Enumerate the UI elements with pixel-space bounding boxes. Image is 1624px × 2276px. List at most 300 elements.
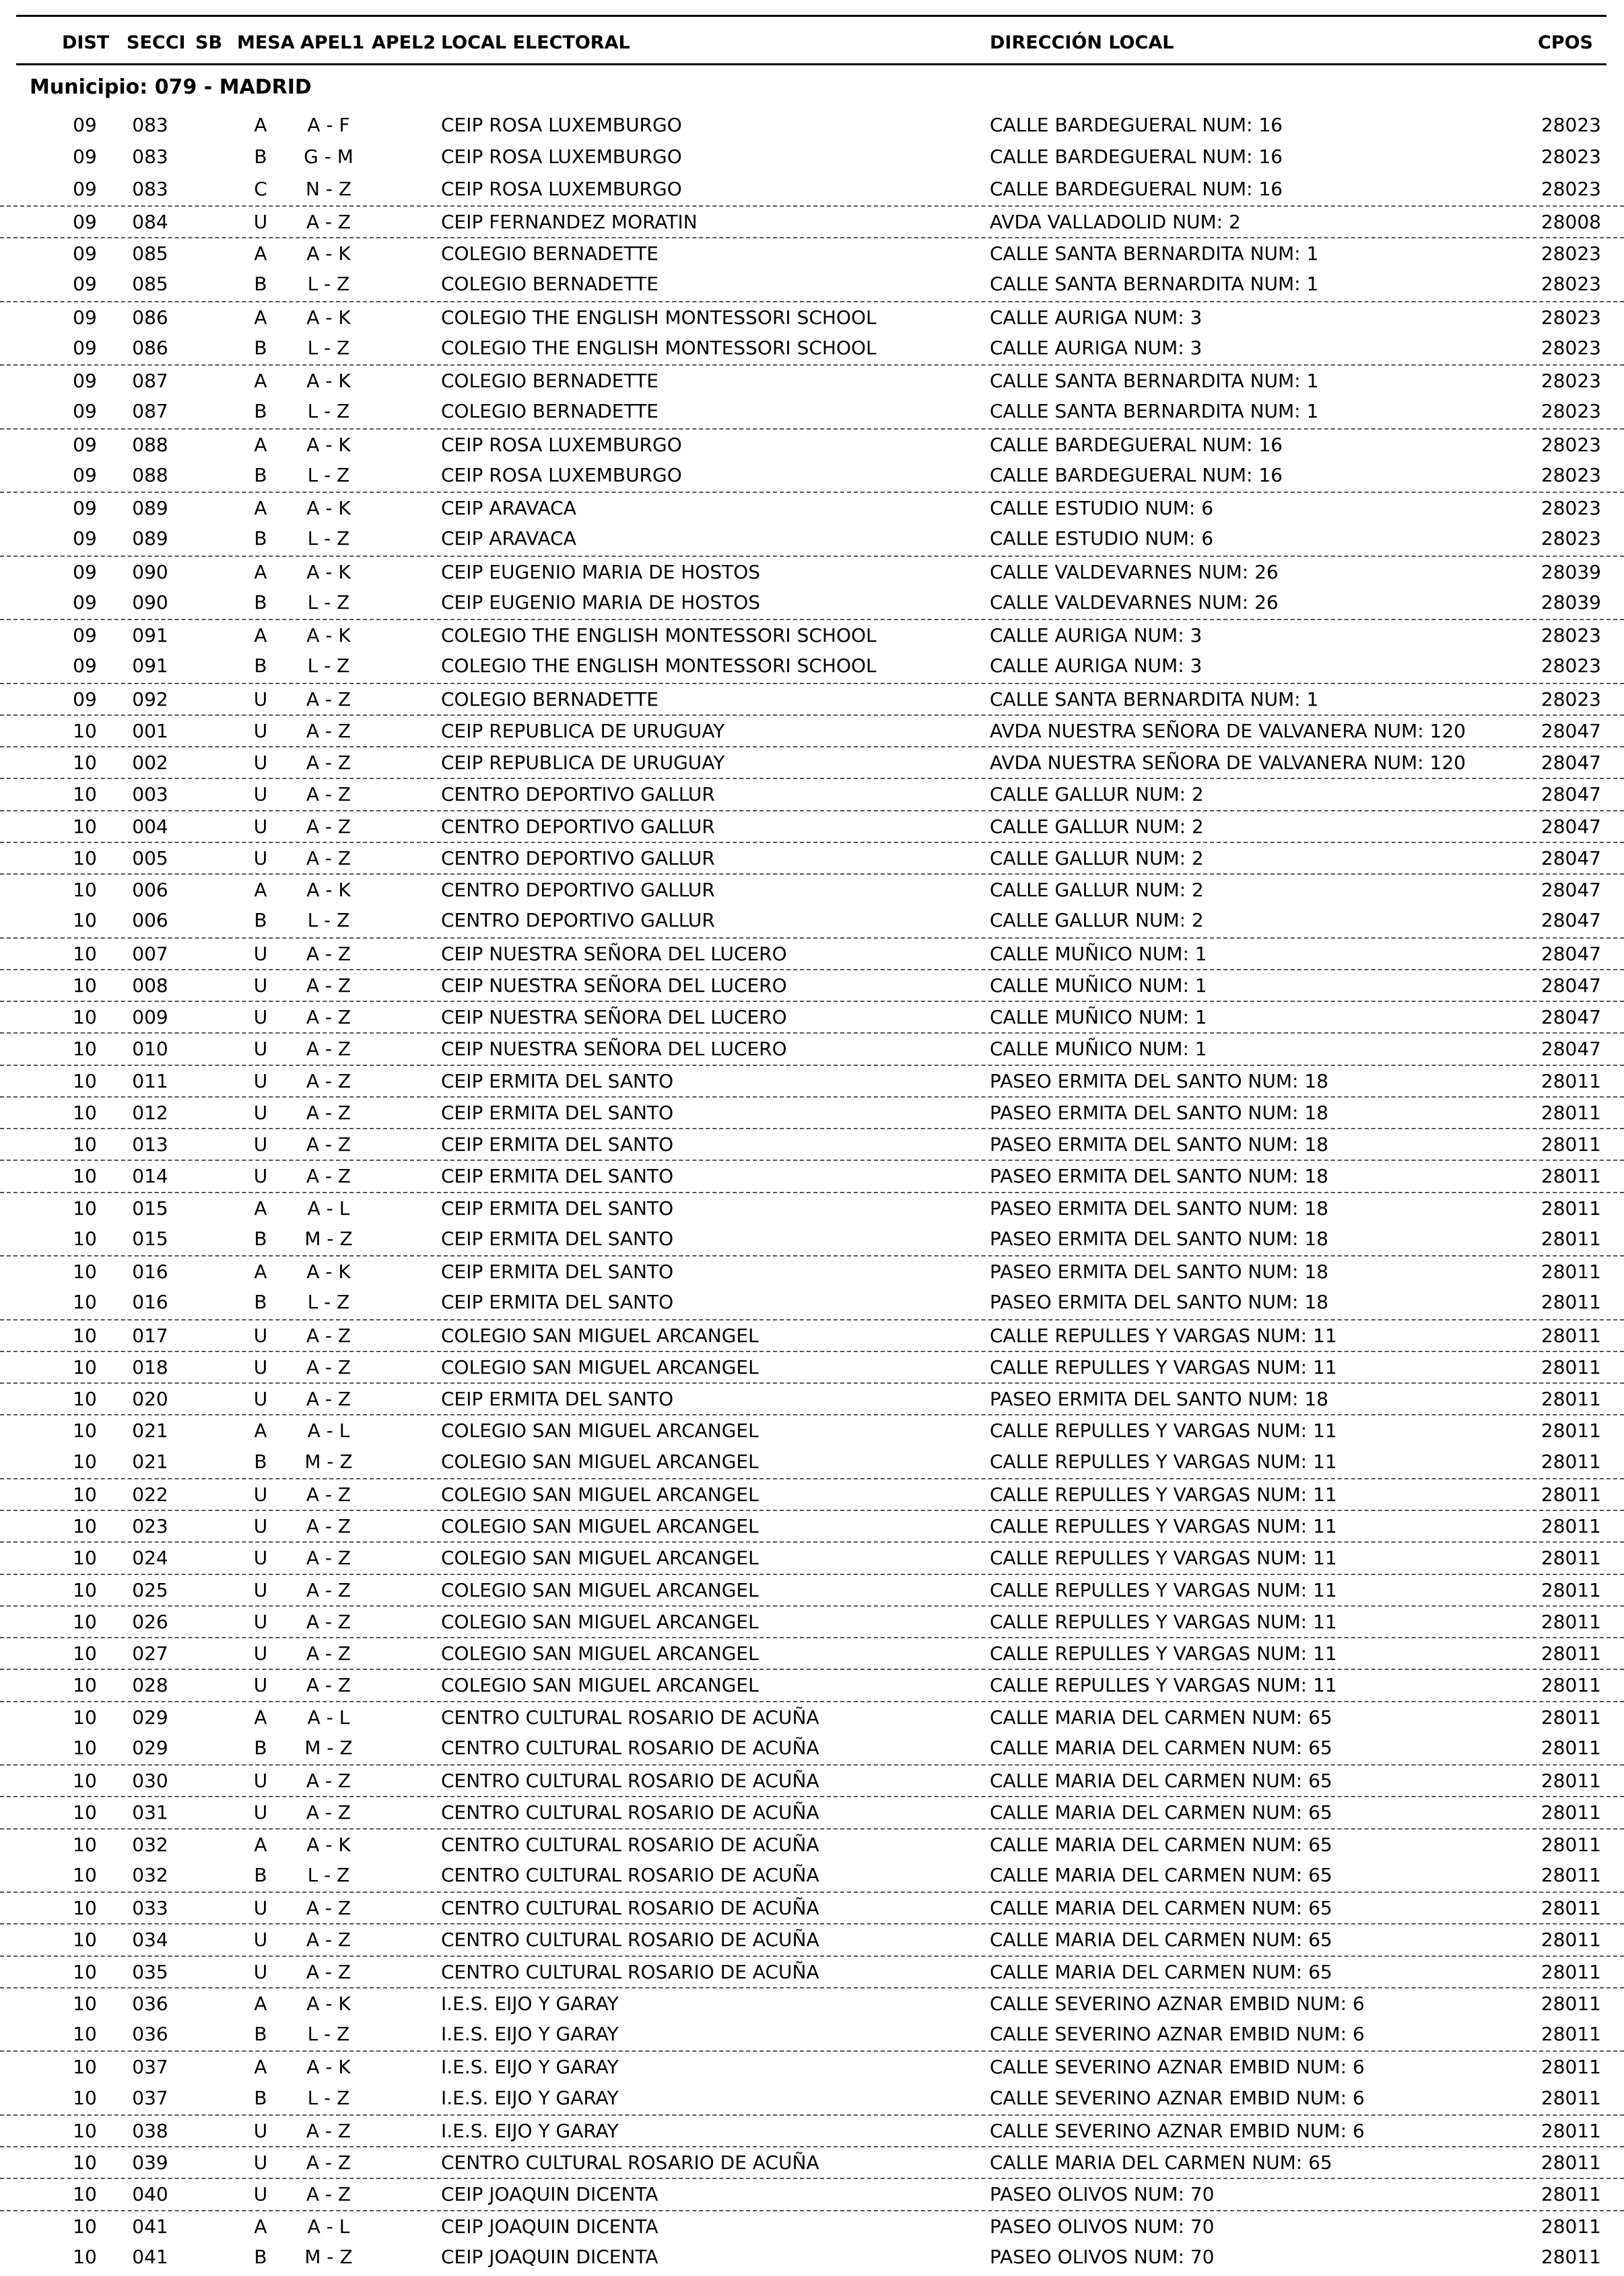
table-row <box>0 460 1624 492</box>
cell-local-electoral: CEIP JOAQUIN DICENTA <box>441 2215 658 2238</box>
cell-mesa: U <box>253 2183 268 2206</box>
cell-mesa: U <box>253 1547 268 1570</box>
cell-local-electoral: I.E.S. EIJO Y GARAY <box>441 2086 619 2109</box>
cell-secci: 083 <box>132 114 168 136</box>
cell-mesa: B <box>254 336 267 359</box>
cell-cpos: 28011 <box>1541 2151 1601 2174</box>
cell-dist: 10 <box>73 1165 97 1188</box>
cell-apel1: A - K <box>306 370 351 392</box>
cell-cpos: 28011 <box>1541 1642 1601 1665</box>
cell-local-electoral: CEIP ROSA LUXEMBURGO <box>441 145 682 168</box>
cell-dist: 10 <box>73 2215 97 2238</box>
cell-direccion-local: CALLE MARIA DEL CARMEN NUM: 65 <box>990 1863 1332 1886</box>
table-row <box>0 1128 1624 1160</box>
cell-secci: 025 <box>132 1578 168 1601</box>
cell-apel1: A - Z <box>306 1960 351 1983</box>
cell-local-electoral: CEIP REPUBLICA DE URUGUAY <box>441 719 725 742</box>
cell-dist: 09 <box>73 306 97 329</box>
cell-dist: 10 <box>73 1038 97 1061</box>
cell-mesa: A <box>254 1419 267 1442</box>
cell-local-electoral: CENTRO CULTURAL ROSARIO DE ACUÑA <box>441 1706 819 1729</box>
cell-direccion-local: CALLE MARIA DEL CARMEN NUM: 65 <box>990 1897 1332 1919</box>
cell-secci: 086 <box>132 336 168 359</box>
table-row <box>0 1032 1624 1064</box>
cell-mesa: U <box>253 1642 268 1665</box>
cell-dist: 10 <box>73 1388 97 1410</box>
cell-dist: 10 <box>73 1069 97 1092</box>
cell-direccion-local: CALLE MARIA DEL CARMEN NUM: 65 <box>990 2151 1332 2174</box>
cell-cpos: 28011 <box>1541 1324 1601 1347</box>
table-row <box>0 141 1624 173</box>
table-row <box>0 842 1624 873</box>
cell-apel1: L - Z <box>307 591 350 613</box>
cell-direccion-local: CALLE GALLUR NUM: 2 <box>990 815 1204 838</box>
table-row <box>0 1160 1624 1191</box>
cell-direccion-local: PASEO ERMITA DEL SANTO NUM: 18 <box>990 1133 1328 1156</box>
cell-mesa: B <box>254 909 267 932</box>
cell-local-electoral: COLEGIO SAN MIGUEL ARCANGEL <box>441 1324 759 1347</box>
cell-apel1: A - Z <box>306 1801 351 1824</box>
cell-secci: 036 <box>132 1992 168 2015</box>
cell-dist: 10 <box>73 1960 97 1983</box>
table-row <box>0 1224 1624 1255</box>
cell-secci: 023 <box>132 1515 168 1537</box>
cell-apel1: A - Z <box>306 1897 351 1919</box>
cell-apel1: A - L <box>307 2215 350 2238</box>
cell-cpos: 28039 <box>1541 591 1601 613</box>
header-dist: DIST <box>62 32 110 53</box>
cell-mesa: A <box>254 1261 267 1283</box>
cell-apel1: A - Z <box>306 1483 351 1506</box>
cell-direccion-local: CALLE MARIA DEL CARMEN NUM: 65 <box>990 1960 1332 1983</box>
table-row <box>0 396 1624 428</box>
cell-local-electoral: COLEGIO THE ENGLISH MONTESSORI SCHOOL <box>441 655 877 677</box>
cell-dist: 09 <box>73 210 97 233</box>
cell-cpos: 28039 <box>1541 560 1601 583</box>
cell-local-electoral: CEIP NUESTRA SEÑORA DEL LUCERO <box>441 942 787 965</box>
cell-secci: 017 <box>132 1324 168 1347</box>
cell-direccion-local: PASEO ERMITA DEL SANTO NUM: 18 <box>990 1227 1328 1250</box>
cell-secci: 083 <box>132 145 168 168</box>
cell-cpos: 28011 <box>1541 1801 1601 1824</box>
cell-dist: 09 <box>73 336 97 359</box>
cell-local-electoral: COLEGIO SAN MIGUEL ARCANGEL <box>441 1515 759 1537</box>
cell-dist: 09 <box>73 463 97 486</box>
cell-mesa: A <box>254 879 267 901</box>
cell-mesa: C <box>254 177 267 200</box>
cell-apel1: A - Z <box>306 1101 351 1124</box>
cell-direccion-local: CALLE AURIGA NUM: 3 <box>990 336 1203 359</box>
cell-cpos: 28011 <box>1541 1483 1601 1506</box>
cell-apel1: A - Z <box>306 2119 351 2142</box>
cell-secci: 021 <box>132 1450 168 1473</box>
cell-dist: 10 <box>73 1101 97 1124</box>
cell-mesa: U <box>253 1006 268 1028</box>
cell-mesa: A <box>254 433 267 456</box>
cell-secci: 083 <box>132 177 168 200</box>
cell-mesa: B <box>254 2245 267 2268</box>
cell-apel1: L - Z <box>307 527 350 550</box>
cell-mesa: A <box>254 560 267 583</box>
cell-cpos: 28011 <box>1541 1165 1601 1188</box>
cell-direccion-local: CALLE MUÑICO NUM: 1 <box>990 942 1207 965</box>
cell-mesa: A <box>254 2056 267 2079</box>
cell-mesa: A <box>254 2215 267 2238</box>
table-row <box>0 2083 1624 2114</box>
cell-apel1: A - Z <box>306 1929 351 1951</box>
cell-mesa: B <box>254 1291 267 1314</box>
header-cpos: CPOS <box>1538 32 1594 53</box>
cell-local-electoral: COLEGIO SAN MIGUEL ARCANGEL <box>441 1642 759 1665</box>
table-row <box>0 778 1624 809</box>
cell-cpos: 28023 <box>1541 527 1601 550</box>
cell-mesa: U <box>253 1388 268 1410</box>
table-row <box>0 1446 1624 1478</box>
cell-secci: 006 <box>132 879 168 901</box>
table-row <box>0 2210 1624 2242</box>
cell-apel1: A - K <box>306 1261 351 1283</box>
cell-cpos: 28011 <box>1541 1960 1601 1983</box>
cell-dist: 10 <box>73 1483 97 1506</box>
cell-apel1: A - Z <box>306 1133 351 1156</box>
cell-local-electoral: CEIP ERMITA DEL SANTO <box>441 1227 674 1250</box>
cell-mesa: U <box>253 1038 268 1061</box>
cell-secci: 032 <box>132 1833 168 1856</box>
cell-dist: 10 <box>73 1801 97 1824</box>
cell-mesa: U <box>253 1324 268 1347</box>
cell-dist: 09 <box>73 560 97 583</box>
cell-apel1: A - Z <box>306 783 351 806</box>
cell-direccion-local: CALLE REPULLES Y VARGAS NUM: 11 <box>990 1578 1337 1601</box>
header-secci: SECCI <box>127 32 186 53</box>
cell-secci: 091 <box>132 624 168 646</box>
cell-direccion-local: CALLE VALDEVARNES NUM: 26 <box>990 591 1279 613</box>
cell-dist: 10 <box>73 846 97 869</box>
cell-dist: 10 <box>73 1578 97 1601</box>
cell-cpos: 28047 <box>1541 974 1601 997</box>
cell-dist: 10 <box>73 2056 97 2079</box>
cell-secci: 087 <box>132 400 168 423</box>
cell-local-electoral: COLEGIO SAN MIGUEL ARCANGEL <box>441 1419 759 1442</box>
cell-local-electoral: CEIP ERMITA DEL SANTO <box>441 1261 674 1283</box>
table-row <box>0 650 1624 682</box>
table-row <box>0 1287 1624 1318</box>
cell-mesa: U <box>253 1483 268 1506</box>
cell-apel1: M - Z <box>304 1736 353 1759</box>
table-row <box>0 1987 1624 2019</box>
cell-secci: 026 <box>132 1610 168 1633</box>
cell-dist: 10 <box>73 815 97 838</box>
cell-direccion-local: PASEO ERMITA DEL SANTO NUM: 18 <box>990 1388 1328 1410</box>
cell-cpos: 28047 <box>1541 719 1601 742</box>
cell-direccion-local: AVDA VALLADOLID NUM: 2 <box>990 210 1241 233</box>
cell-apel1: L - Z <box>307 2086 350 2109</box>
cell-apel1: A - K <box>306 1992 351 2015</box>
cell-secci: 007 <box>132 942 168 965</box>
cell-cpos: 28047 <box>1541 1006 1601 1028</box>
cell-direccion-local: CALLE BARDEGUERAL NUM: 16 <box>990 114 1283 136</box>
cell-local-electoral: COLEGIO THE ENGLISH MONTESSORI SCHOOL <box>441 624 877 646</box>
cell-local-electoral: COLEGIO SAN MIGUEL ARCANGEL <box>441 1674 759 1697</box>
cell-dist: 10 <box>73 1006 97 1028</box>
cell-direccion-local: PASEO ERMITA DEL SANTO NUM: 18 <box>990 1101 1328 1124</box>
cell-local-electoral: CENTRO DEPORTIVO GALLUR <box>441 815 715 838</box>
cell-direccion-local: CALLE SEVERINO AZNAR EMBID NUM: 6 <box>990 2023 1365 2045</box>
table-row <box>0 333 1624 364</box>
cell-secci: 029 <box>132 1736 168 1759</box>
cell-secci: 018 <box>132 1355 168 1378</box>
cell-local-electoral: CEIP EUGENIO MARIA DE HOSTOS <box>441 591 761 613</box>
cell-apel1: A - K <box>306 879 351 901</box>
cell-mesa: A <box>254 497 267 519</box>
cell-mesa: B <box>254 591 267 613</box>
cell-direccion-local: CALLE MARIA DEL CARMEN NUM: 65 <box>990 1801 1332 1824</box>
cell-secci: 020 <box>132 1388 168 1410</box>
cell-cpos: 28047 <box>1541 846 1601 869</box>
cell-mesa: U <box>253 1578 268 1601</box>
cell-dist: 10 <box>73 1419 97 1442</box>
cell-apel1: L - Z <box>307 400 350 423</box>
cell-cpos: 28023 <box>1541 370 1601 392</box>
cell-secci: 015 <box>132 1197 168 1219</box>
cell-cpos: 28047 <box>1541 909 1601 932</box>
table-row <box>0 1701 1624 1733</box>
cell-dist: 10 <box>73 2151 97 2174</box>
cell-local-electoral: CENTRO CULTURAL ROSARIO DE ACUÑA <box>441 1897 819 1919</box>
cell-apel1: M - Z <box>304 1227 353 1250</box>
table-row <box>0 1382 1624 1414</box>
cell-dist: 09 <box>73 624 97 646</box>
cell-direccion-local: CALLE REPULLES Y VARGAS NUM: 11 <box>990 1674 1337 1697</box>
cell-apel1: A - Z <box>306 1388 351 1410</box>
cell-secci: 036 <box>132 2023 168 2045</box>
cell-dist: 09 <box>73 145 97 168</box>
cell-mesa: B <box>254 527 267 550</box>
header-apel1: APEL1 <box>300 32 365 53</box>
cell-apel1: A - Z <box>306 1165 351 1188</box>
cell-dist: 10 <box>73 1736 97 1759</box>
cell-apel1: A - Z <box>306 1038 351 1061</box>
table-row <box>0 587 1624 619</box>
cell-apel1: A - Z <box>306 1770 351 1792</box>
cell-cpos: 28047 <box>1541 815 1601 838</box>
cell-local-electoral: CENTRO DEPORTIVO GALLUR <box>441 909 715 932</box>
cell-local-electoral: CEIP JOAQUIN DICENTA <box>441 2183 658 2206</box>
header-direccion-local: DIRECCIÓN LOCAL <box>990 32 1174 53</box>
cell-cpos: 28011 <box>1541 1706 1601 1729</box>
cell-cpos: 28011 <box>1541 1515 1601 1537</box>
cell-cpos: 28011 <box>1541 1355 1601 1378</box>
cell-local-electoral: CEIP EUGENIO MARIA DE HOSTOS <box>441 560 761 583</box>
table-row <box>0 2146 1624 2178</box>
cell-dist: 09 <box>73 370 97 392</box>
cell-apel1: A - L <box>307 1706 350 1729</box>
cell-apel1: A - Z <box>306 688 351 710</box>
cell-mesa: A <box>254 1197 267 1219</box>
cell-local-electoral: CEIP NUESTRA SEÑORA DEL LUCERO <box>441 1006 787 1028</box>
table-row <box>0 1065 1624 1096</box>
table-row <box>0 2050 1624 2082</box>
cell-dist: 09 <box>73 273 97 296</box>
cell-apel1: L - Z <box>307 1291 350 1314</box>
table-row <box>0 1860 1624 1892</box>
cell-direccion-local: CALLE VALDEVARNES NUM: 26 <box>990 560 1279 583</box>
table-row <box>0 1096 1624 1128</box>
cell-direccion-local: CALLE REPULLES Y VARGAS NUM: 11 <box>990 1610 1337 1633</box>
cell-apel1: A - K <box>306 242 351 265</box>
cell-direccion-local: CALLE SEVERINO AZNAR EMBID NUM: 6 <box>990 2056 1365 2079</box>
cell-local-electoral: CEIP ERMITA DEL SANTO <box>441 1165 674 1188</box>
cell-secci: 037 <box>132 2056 168 2079</box>
cell-apel1: A - Z <box>306 1610 351 1633</box>
table-row <box>0 873 1624 905</box>
cell-direccion-local: CALLE MARIA DEL CARMEN NUM: 65 <box>990 1736 1332 1759</box>
cell-cpos: 28011 <box>1541 1897 1601 1919</box>
cell-mesa: U <box>253 1610 268 1633</box>
header-mesa: MESA <box>237 32 295 53</box>
cell-apel1: A - Z <box>306 1515 351 1537</box>
table-row <box>0 2242 1624 2273</box>
cell-dist: 10 <box>73 2023 97 2045</box>
cell-mesa: B <box>254 1227 267 1250</box>
cell-cpos: 28023 <box>1541 497 1601 519</box>
cell-dist: 10 <box>73 1450 97 1473</box>
cell-mesa: A <box>254 370 267 392</box>
cell-secci: 033 <box>132 1897 168 1919</box>
cell-cpos: 28023 <box>1541 624 1601 646</box>
cell-direccion-local: CALLE MUÑICO NUM: 1 <box>990 1038 1207 1061</box>
cell-secci: 085 <box>132 242 168 265</box>
header-apel2: APEL2 <box>372 32 436 53</box>
cell-local-electoral: CEIP ARAVACA <box>441 527 576 550</box>
cell-dist: 10 <box>73 1355 97 1378</box>
cell-dist: 09 <box>73 177 97 200</box>
cell-cpos: 28011 <box>1541 1863 1601 1886</box>
cell-cpos: 28023 <box>1541 145 1601 168</box>
table-row <box>0 1478 1624 1510</box>
cell-cpos: 28047 <box>1541 1038 1601 1061</box>
cell-local-electoral: CENTRO CULTURAL ROSARIO DE ACUÑA <box>441 1833 819 1856</box>
cell-direccion-local: CALLE MARIA DEL CARMEN NUM: 65 <box>990 1770 1332 1792</box>
cell-cpos: 28047 <box>1541 751 1601 774</box>
table-row <box>0 1351 1624 1382</box>
cell-direccion-local: CALLE REPULLES Y VARGAS NUM: 11 <box>990 1419 1337 1442</box>
table-row <box>0 969 1624 1001</box>
cell-apel1: A - Z <box>306 2151 351 2174</box>
cell-direccion-local: CALLE GALLUR NUM: 2 <box>990 783 1204 806</box>
cell-secci: 085 <box>132 273 168 296</box>
cell-apel1: G - M <box>304 145 353 168</box>
cell-cpos: 28011 <box>1541 2023 1601 2045</box>
cell-local-electoral: CEIP ROSA LUXEMBURGO <box>441 463 682 486</box>
cell-secci: 040 <box>132 2183 168 2206</box>
cell-cpos: 28011 <box>1541 1929 1601 1951</box>
cell-cpos: 28047 <box>1541 942 1601 965</box>
cell-direccion-local: PASEO ERMITA DEL SANTO NUM: 18 <box>990 1069 1328 1092</box>
cell-apel1: L - Z <box>307 336 350 359</box>
cell-mesa: B <box>254 400 267 423</box>
table-row <box>0 1764 1624 1796</box>
cell-dist: 10 <box>73 783 97 806</box>
cell-local-electoral: I.E.S. EIJO Y GARAY <box>441 2056 619 2079</box>
cell-dist: 09 <box>73 497 97 519</box>
cell-dist: 10 <box>73 1897 97 1919</box>
cell-mesa: U <box>253 688 268 710</box>
cell-local-electoral: CENTRO DEPORTIVO GALLUR <box>441 783 715 806</box>
cell-apel1: L - Z <box>307 1863 350 1886</box>
cell-cpos: 28023 <box>1541 433 1601 456</box>
cell-apel1: A - Z <box>306 1355 351 1378</box>
cell-direccion-local: CALLE SANTA BERNARDITA NUM: 1 <box>990 688 1319 710</box>
cell-mesa: U <box>253 2119 268 2142</box>
cell-direccion-local: CALLE REPULLES Y VARGAS NUM: 11 <box>990 1642 1337 1665</box>
table-row <box>0 1733 1624 1764</box>
table-row <box>0 1892 1624 1923</box>
table-row <box>0 428 1624 460</box>
cell-direccion-local: CALLE SANTA BERNARDITA NUM: 1 <box>990 370 1319 392</box>
cell-local-electoral: I.E.S. EIJO Y GARAY <box>441 2023 619 2045</box>
cell-dist: 09 <box>73 655 97 677</box>
table-row <box>0 905 1624 937</box>
cell-direccion-local: CALLE GALLUR NUM: 2 <box>990 879 1204 901</box>
table-body <box>0 110 1624 2273</box>
cell-apel1: A - Z <box>306 210 351 233</box>
cell-local-electoral: CEIP ERMITA DEL SANTO <box>441 1101 674 1124</box>
cell-secci: 009 <box>132 1006 168 1028</box>
cell-local-electoral: CENTRO CULTURAL ROSARIO DE ACUÑA <box>441 1801 819 1824</box>
cell-local-electoral: COLEGIO SAN MIGUEL ARCANGEL <box>441 1483 759 1506</box>
cell-mesa: B <box>254 145 267 168</box>
cell-direccion-local: CALLE ESTUDIO NUM: 6 <box>990 527 1214 550</box>
cell-dist: 09 <box>73 591 97 613</box>
cell-direccion-local: CALLE BARDEGUERAL NUM: 16 <box>990 145 1283 168</box>
cell-direccion-local: PASEO ERMITA DEL SANTO NUM: 18 <box>990 1165 1328 1188</box>
cell-dist: 09 <box>73 688 97 710</box>
cell-dist: 10 <box>73 1261 97 1283</box>
cell-direccion-local: CALLE MUÑICO NUM: 1 <box>990 974 1207 997</box>
cell-direccion-local: CALLE SANTA BERNARDITA NUM: 1 <box>990 242 1319 265</box>
cell-dist: 09 <box>73 400 97 423</box>
cell-direccion-local: CALLE SEVERINO AZNAR EMBID NUM: 6 <box>990 2119 1365 2142</box>
cell-mesa: U <box>253 1069 268 1092</box>
cell-dist: 09 <box>73 433 97 456</box>
cell-mesa: U <box>253 1770 268 1792</box>
cell-dist: 10 <box>73 1515 97 1537</box>
cell-local-electoral: CENTRO DEPORTIVO GALLUR <box>441 846 715 869</box>
cell-dist: 10 <box>73 2119 97 2142</box>
cell-secci: 041 <box>132 2245 168 2268</box>
cell-apel1: A - Z <box>306 2183 351 2206</box>
cell-apel1: A - Z <box>306 1547 351 1570</box>
cell-apel1: A - Z <box>306 1006 351 1028</box>
table-row <box>0 523 1624 555</box>
table-row <box>0 1574 1624 1605</box>
cell-secci: 034 <box>132 1929 168 1951</box>
cell-dist: 10 <box>73 909 97 932</box>
cell-dist: 10 <box>73 2183 97 2206</box>
cell-local-electoral: CENTRO CULTURAL ROSARIO DE ACUÑA <box>441 1960 819 1983</box>
cell-local-electoral: CENTRO DEPORTIVO GALLUR <box>441 879 715 901</box>
cell-direccion-local: CALLE SANTA BERNARDITA NUM: 1 <box>990 400 1319 423</box>
cell-mesa: U <box>253 719 268 742</box>
cell-secci: 086 <box>132 306 168 329</box>
cell-cpos: 28023 <box>1541 400 1601 423</box>
cell-direccion-local: CALLE MARIA DEL CARMEN NUM: 65 <box>990 1929 1332 1951</box>
cell-direccion-local: CALLE SEVERINO AZNAR EMBID NUM: 6 <box>990 2086 1365 2109</box>
cell-apel1: N - Z <box>305 177 352 200</box>
cell-cpos: 28011 <box>1541 2215 1601 2238</box>
cell-apel1: A - L <box>307 1419 350 1442</box>
